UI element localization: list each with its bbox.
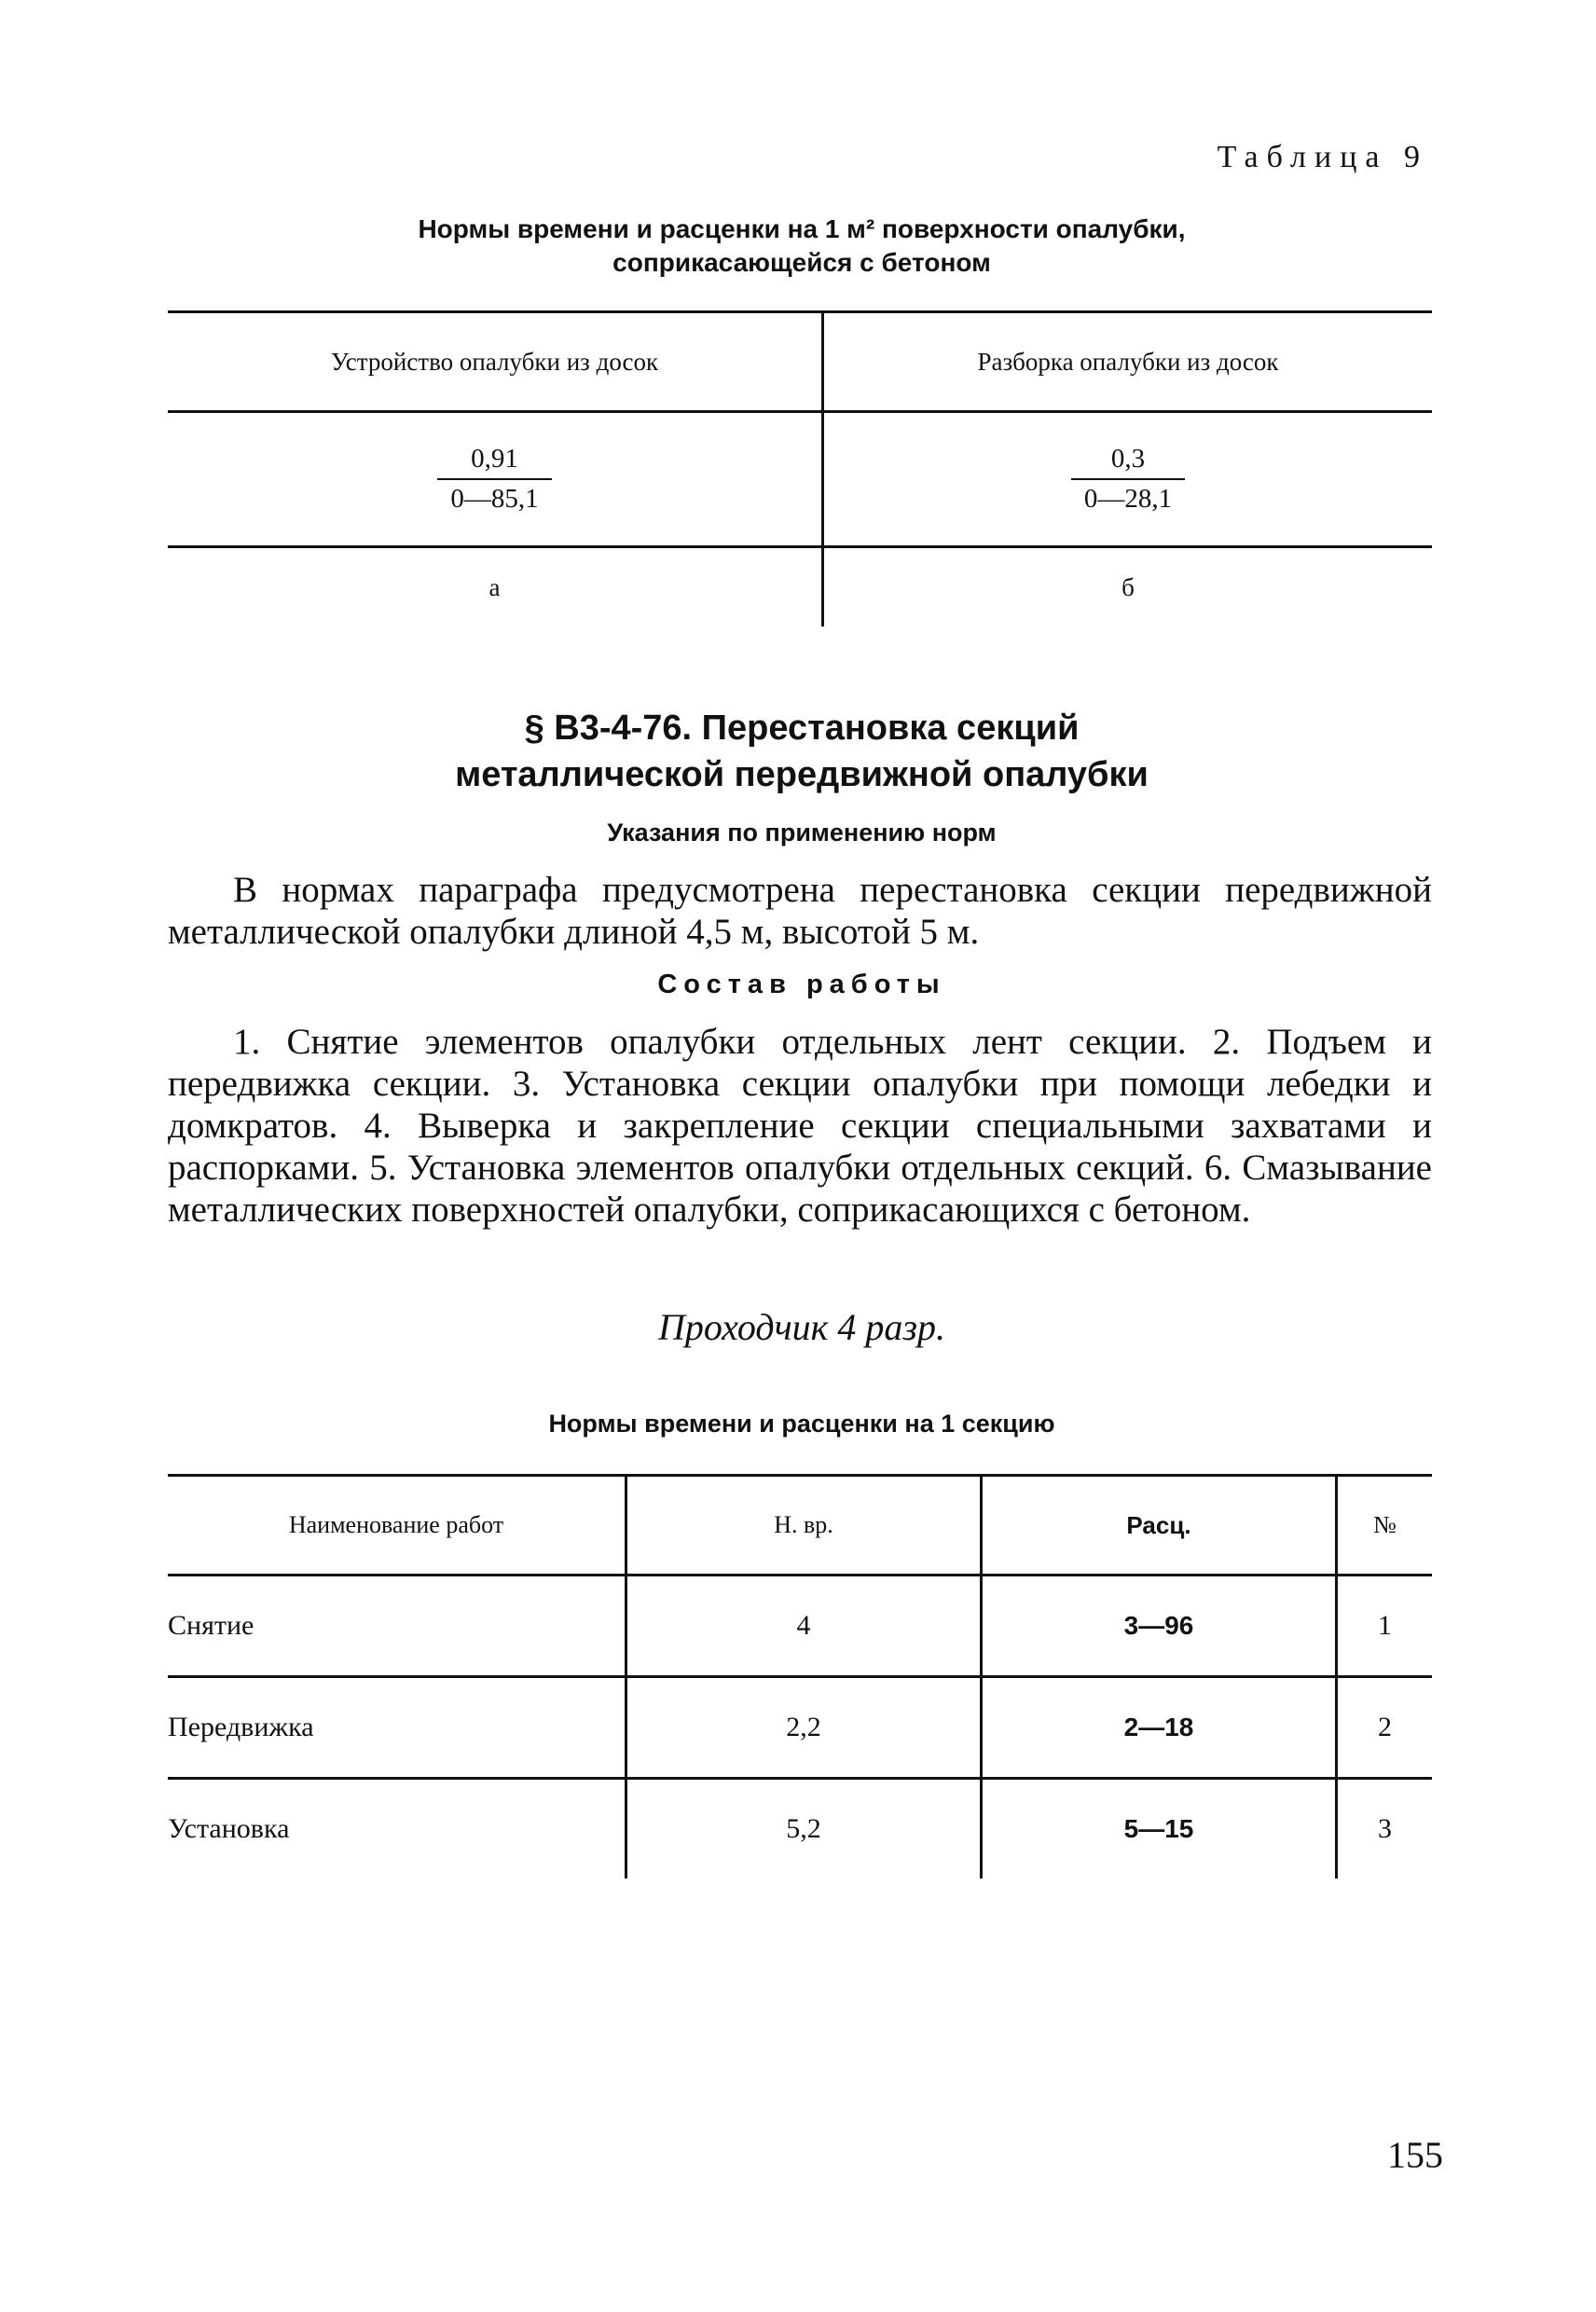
table-number-label: Таблица 9: [1217, 140, 1428, 174]
section-title: [168, 705, 1436, 798]
row-number-cell: 3: [1337, 1779, 1433, 1879]
table-header-row: [168, 1476, 1432, 1576]
fraction: [437, 444, 551, 515]
time-norm-cell: 5,2: [626, 1779, 982, 1879]
fraction-numerator: 0,91: [437, 444, 551, 480]
table9-title-line2: соприкасающейся с бетоном: [612, 248, 991, 277]
column-header: Н. вр.: [626, 1476, 982, 1576]
time-norm-cell: 2,2: [626, 1677, 982, 1779]
table9-column-letter: а: [168, 547, 823, 627]
column-header: Наименование работ: [168, 1476, 626, 1576]
page-number: 155: [1387, 2134, 1443, 2176]
table-row: [168, 1779, 1432, 1879]
table9-title-line1: Нормы времени и расценки на 1 м² поверхности опалубки,: [418, 214, 1186, 243]
row-number-cell: 2: [1337, 1677, 1433, 1779]
table9-title: [168, 213, 1436, 280]
fraction: [1071, 444, 1185, 515]
table9-label-row: [168, 547, 1432, 627]
table9-value-row: [168, 412, 1432, 547]
work-composition-heading: Состав работы: [657, 970, 946, 999]
work-composition-paragraph: 1. Снятие элементов опалубки отдельных лент секции. 2. Подъем и передвижка секции. 3. Установка секции опалубки при помощи лебедки и домкратов. 4. Выверка и закрепление секции специальными захватами и распорками. 5. Установка элементов опалубки отдельных секций. 6. Смазывание металлических поверхностей опалубки, соприкасающихся с бетоном.: [168, 1022, 1432, 1230]
table9-header-cell: Разборка опалубки из досок: [823, 312, 1433, 412]
row-number-cell: 1: [1337, 1576, 1433, 1677]
work-name-cell: Установка: [168, 1813, 290, 1844]
table9-column-letter: б: [1121, 572, 1135, 601]
table9-header-row: [168, 312, 1432, 412]
instructions-paragraph: В нормах параграфа предусмотрена перестановка секции передвижной металлической опалубки длиной 4,5 м, высотой 5 м.: [168, 870, 1432, 952]
rate-cell: 3—96: [982, 1576, 1337, 1677]
section-title-line1: § В3-4-76. Перестановка секций: [524, 709, 1080, 748]
work-name-cell: Снятие: [168, 1576, 626, 1677]
fraction-denominator: 0—28,1: [1083, 484, 1173, 514]
time-norm-cell: 4: [626, 1576, 982, 1677]
table-row: [168, 1677, 1432, 1779]
column-header: №: [1337, 1476, 1433, 1576]
table9-value-cell: [823, 412, 1433, 547]
fraction-denominator: 0—85,1: [450, 484, 539, 514]
rate-cell: 5—15: [982, 1779, 1337, 1879]
table2-title: Нормы времени и расценки на 1 секцию: [548, 1410, 1055, 1438]
table9: [168, 310, 1432, 626]
table9-value-cell: [168, 412, 823, 547]
worker-grade: Проходчик 4 разр.: [658, 1306, 945, 1348]
fraction-numerator: 0,3: [1071, 444, 1185, 480]
table9-header-cell: Устройство опалубки из досок: [168, 312, 823, 412]
norms-table: [168, 1474, 1432, 1878]
table-row: [168, 1576, 1432, 1677]
column-header: Расц.: [982, 1476, 1337, 1576]
rate-cell: 2—18: [982, 1677, 1337, 1779]
section-title-line2: металлической передвижной опалубки: [455, 755, 1149, 794]
work-name-cell: Передвижка: [168, 1677, 626, 1779]
instructions-heading: Указания по применению норм: [607, 819, 997, 846]
